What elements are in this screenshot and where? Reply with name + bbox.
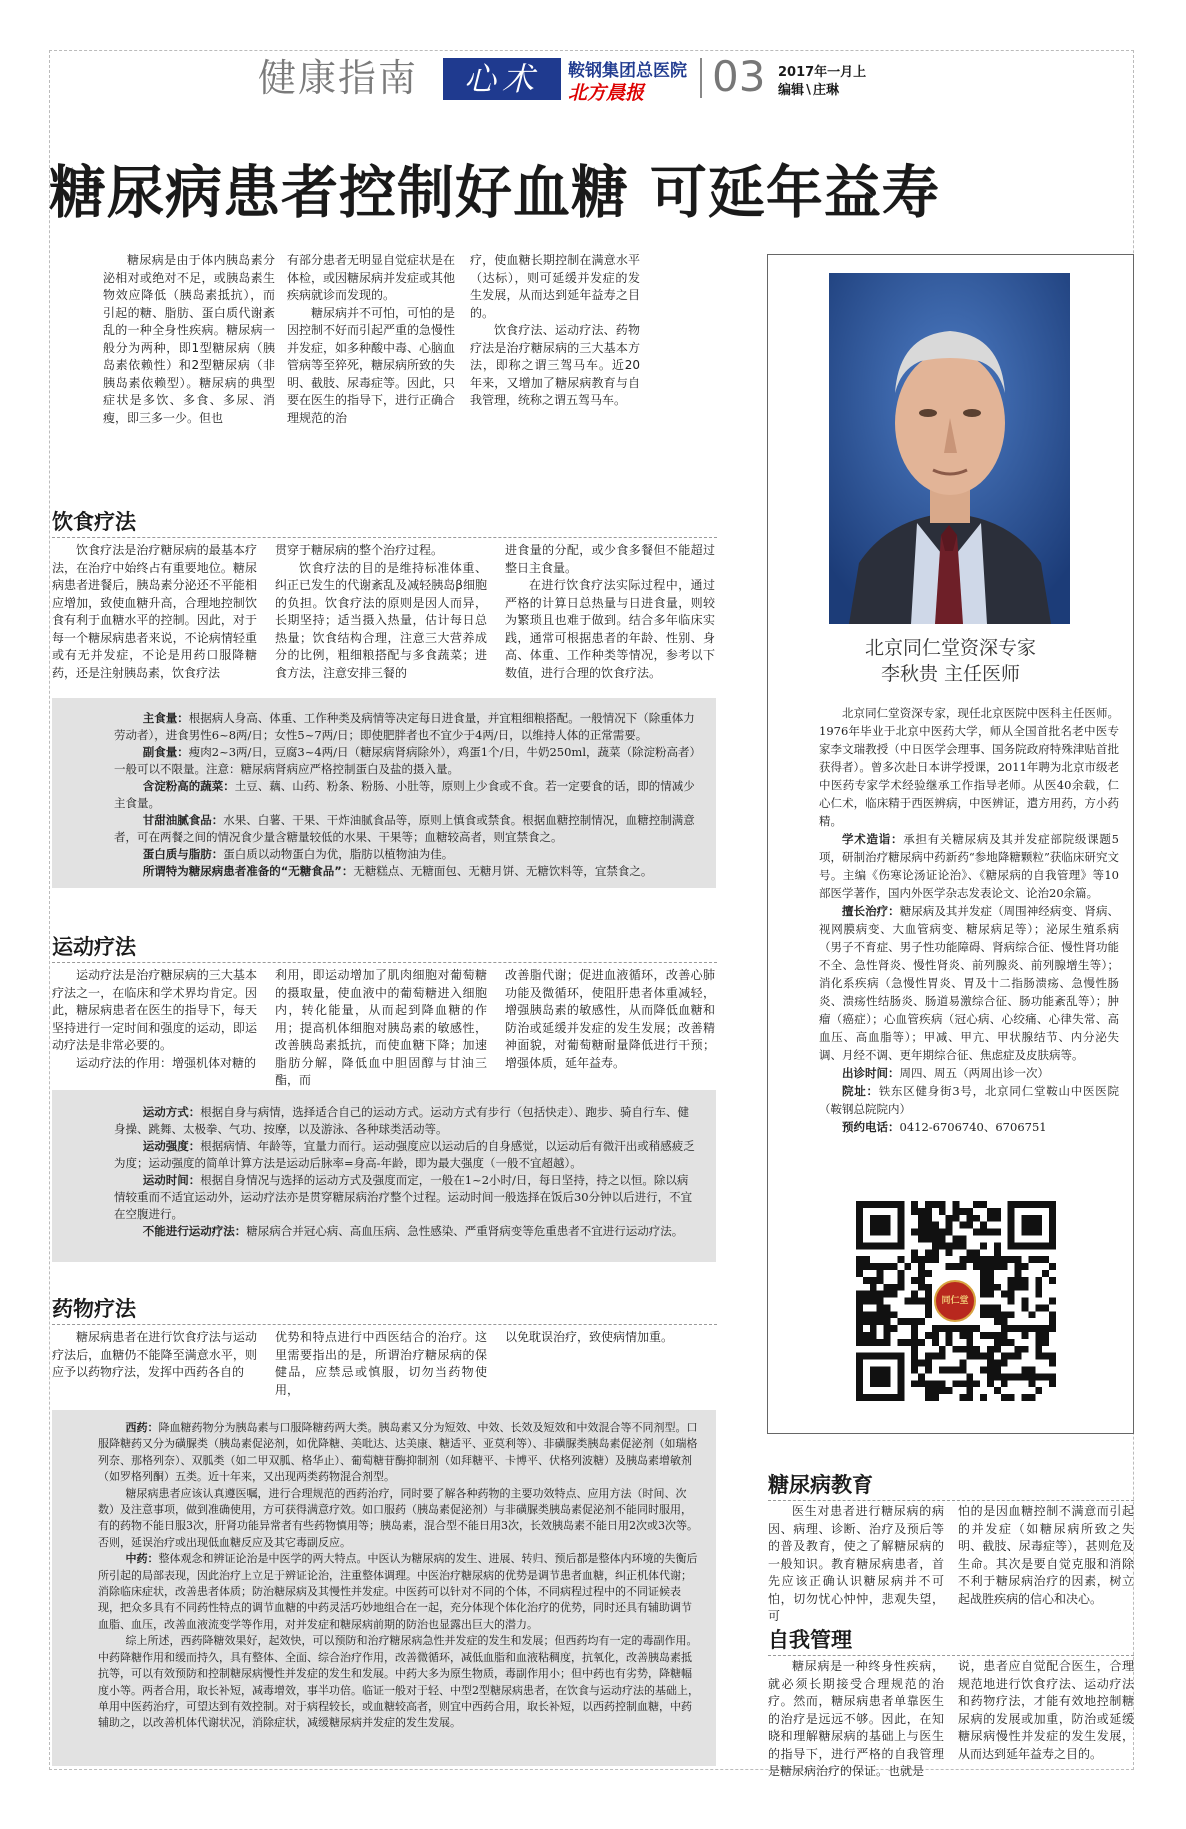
editor-credit: 编辑∖庄琳 [778, 83, 840, 98]
drug-paragraph: 以免耽误治疗，致使病情加重。 [505, 1330, 674, 1344]
headline: 糖尿病患者控制好血糖 可延年益寿 [49, 160, 940, 226]
guideline-item: 糖尿病患者应该认真遵医嘱，进行合理规范的西药治疗，同时要了解各种药物的主要功效特点、应用方法（时间、次数）及注意事项，做到准确使用，方可获得满意疗效。如口服药（胰岛素促泌剂）与非磺脲类胰岛素促泌剂不能同时服用，有的药物不能日服3次，肝肾功能异常者有些药物慎用等；胰岛素，混合型不能日用3次，长效胰岛素不能日用2次或3次等。否则，延误治疗或出现低血糖反应及其它毒副反应。 [98, 1486, 698, 1549]
self-management-paragraph: 糖尿病是一种终身性疾病，就必须长期接受合理规范的治疗。然而，糖尿病患者单靠医生的治疗是远远不够。因此，在知晓和理解糖尿病的基础上与医生的指导下，进行严格的自我管理是糖尿病治疗的保证。也就是 [768, 1659, 944, 1778]
drug-column-3 [505, 1329, 715, 1347]
bio-research: 学术造诣：承担有关糖尿病及其并发症部院级课题5项，研制治疗糖尿病中药新药“参地降糖颗粒”获临床研究文号。主编《伤寒论汤证论治》、《糖尿病的自我管理》等10部医学著作，国内外医学杂志发表论文、论治20余篇。 [819, 832, 1119, 900]
intro-paragraph: 饮食疗法、运动疗法、药物疗法是治疗糖尿病的三大基本方法，即称之谓三驾马车。近20年来，又增加了糖尿病教育与自我管理，统称之谓五驾马车。 [470, 323, 640, 407]
bio-paragraph: 北京同仁堂资深专家，现任北京医院中医科主任医师。1976年毕业于北京中医药大学，师从全国首批名老中医专家李文瑞教授（中日医学会理事、国务院政府特殊津贴首批获得者）。曾多次赴日本讲学授课，2011年聘为北京市级老中医药专家学术经验继承工作指导老师。从医40余载，仁心仁术，临床精于西医辨病，中医辨证，遣方用药，方小药精。 [819, 706, 1119, 828]
self-management-column-2 [958, 1658, 1134, 1763]
section-rule [768, 1500, 1134, 1501]
section-heading-self-management: 自我管理 [768, 1628, 852, 1652]
diet-paragraph: 进食量的分配，或少食多餐但不能超过整日主食量。 [505, 543, 715, 575]
page-number: 03 [712, 52, 766, 101]
drug-paragraph: 糖尿病患者在进行饮食疗法与运动疗法后，血糖仍不能降至满意水平，则应予以药物疗法，发挥中西药各自的 [52, 1330, 257, 1379]
exercise-paragraph: 运动疗法是治疗糖尿病的三大基本疗法之一，在临床和学术界均肯定。因此，糖尿病患者在医生的指导下，每天坚持进行一定时间和强度的运动，即运动疗法是非常必要的。 [52, 968, 257, 1052]
exercise-paragraph: 利用，即运动增加了肌肉细胞对葡萄糖的摄取量，使血液中的葡萄糖进入细胞内，转化能量，从而起到降血糖的作用；提高机体细胞对胰岛素的敏感性，改善胰岛素抵抗，而使血糖下降；加速脂肪分解，降低血中胆固醇与甘油三酯，而 [275, 968, 487, 1087]
diet-guideline-box [52, 698, 716, 888]
education-column-2 [958, 1503, 1134, 1608]
section-title: 健康指南 [258, 56, 419, 100]
drug-column-2 [275, 1329, 487, 1399]
sponsor-name: 鞍钢集团总医院 [568, 61, 687, 81]
education-column-1 [768, 1503, 944, 1626]
qr-center-seal: 同仁堂 [934, 1280, 976, 1322]
header-divider [700, 58, 702, 98]
intro-paragraph: 疗，使血糖长期控制在满意水平（达标），则可延缓并发症的发生发展，从而达到延年益寿之目的。 [470, 253, 640, 320]
newspaper-name: 北方晨报 [568, 82, 645, 104]
section-heading-diet: 饮食疗法 [52, 510, 136, 534]
guideline-item: 运动强度：根据病情、年龄等，宜量力而行。运动强度应以运动后的自身感觉，以运动后有微汗出或稍感疲乏为度；运动强度的简单计算方法是运动后脉率=身高-年龄，即为最大强度（一般不宜超越）。 [114, 1139, 695, 1170]
guideline-item: 主食量：根据病人身高、体重、工作种类及病情等决定每日进食量，并宜粗细粮搭配。一般情况下（除重体力劳动者），进食男性6~8两/日；女性5~7两/日；即使肥胖者也不宜少于4两/日，以维持人体的正常需要。 [114, 711, 695, 742]
guideline-item: 运动方式：根据自身与病情，选择适合自己的运动方式。运动方式有步行（包括快走）、跑步、骑自行车、健身操、跳舞、太极拳、气功、按摩，以及游泳、各种球类活动等。 [114, 1105, 689, 1136]
exercise-guideline-box [52, 1090, 716, 1262]
guideline-item: 中药：整体观念和辨证论治是中医学的两大特点。中医认为糖尿病的发生、进展、转归、预后都是整体内环境的失衡后所引起的局部表现，因此治疗上立足于辨证论治，注重整体调理。中医治疗糖尿病的优势是调节患者血糖，纠正机体代谢；消除临床症状，改善患者体质；防治糖尿病及其慢性并发症。中医药可以针对不同的个体，不同病程过程中的不同证候表现，把众多具有不同药性特点的调节血糖的中药灵活巧妙地组合在一起，充分体现个体化治疗的优势，同时还具有辅助调节血脂、血压，改善血液流变学等作用，对并发症和糖尿病前期的防治也显露出巨大的潜力。 [98, 1552, 698, 1631]
bio-specialty: 擅长治疗：糖尿病及其并发症（周围神经病变、肾病、视网膜病变、大血管病变、糖尿病足等）；泌尿生殖系病（男子不育症、男子性功能障碍、肾病综合征、慢性肾功能不全、急性肾炎、慢性肾炎、前列腺炎、前列腺增生等）；消化系疾病（急慢性胃炎、胃及十二指肠溃疡、急慢性肠炎、溃疡性结肠炎、肠道易激综合征、肠功能紊乱等）；肿瘤（癌症）；心血管疾病（冠心病、心绞痛、心律失常、高血压、高血脂等）；甲减、甲亢、甲状腺结节、内分泌失调、月经不调、更年期综合征、焦虑症及皮肤病等。 [819, 904, 1119, 1062]
drug-paragraph: 优势和特点进行中西医结合的治疗。这里需要指出的是，所谓治疗糖尿病的保健品，应禁忌或慎服，切勿当药物使用， [275, 1330, 487, 1397]
diet-column-2 [275, 542, 487, 682]
guideline-item: 综上所述，西药降糖效果好，起效快，可以预防和治疗糖尿病急性并发症的发生和发展；但西药均有一定的毒副作用。中药降糖作用和缓而持久，具有整体、全面、综合治疗作用，改善微循环，减低血脂和血液粘稠度，抗氧化，改善胰岛素抵抗等，可以有效预防和控制糖尿病慢性并发症的发生和发展。中药大多为原生物质，毒副作用小；但中药也有劣势，降糖幅度小等。两者合用，取长补短，减毒增效，事半功倍。临证一般对于轻、中型2型糖尿病患者，在饮食与运动疗法的基础上，单用中医药治疗，可望达到有效控制。对于病程较长，或血糖较高者，则宜中西药合用，取长补短，以西药控制血糖，中药辅助之，以改善机体代谢状况，消除症状，减缓糖尿病并发症的发生发展。 [98, 1634, 699, 1730]
section-heading-drug: 药物疗法 [52, 1297, 136, 1321]
section-heading-exercise: 运动疗法 [52, 935, 136, 959]
doctor-photo [829, 273, 1070, 624]
self-management-paragraph: 说，患者应自觉配合医生，合理规范地进行饮食疗法、运动疗法和药物疗法，才能有效地控制糖尿病的发展或加重，防治或延缓糖尿病慢性并发症的发生发展，从而达到延年益寿之目的。 [958, 1659, 1134, 1761]
exercise-column-1 [52, 967, 257, 1072]
guideline-item: 西药：降血糖药物分为胰岛素与口服降糖药两大类。胰岛素又分为短效、中效、长效及短效和中效混合等不同剂型。口服降糖药又分为磺脲类（胰岛素促泌剂，如优降糖、美吡达、达美康、糖适平、亚莫利等）、非磺脲类胰岛素促泌剂（如瑞格列奈、那格列奈）、双胍类（如二甲双胍、格华止）、葡萄糖苷酶抑制剂（如拜糖平、卡博平、伏格列波糖）及胰岛素增敏剂（如罗格列酮）五类。近十年来，又出现两类药物混合剂型。 [98, 1421, 698, 1484]
column-logo: 心术 [443, 58, 561, 100]
qr-code[interactable] [856, 1200, 1056, 1402]
drug-detail-box [52, 1410, 716, 1766]
doctor-bio [819, 704, 1119, 1136]
guideline-item: 所谓特为糖尿病患者准备的“无糖食品”：无糖糕点、无糖面包、无糖月饼、无糖饮料等，宜禁食之。 [142, 864, 653, 878]
section-rule [52, 962, 717, 963]
section-rule [768, 1655, 1134, 1656]
section-rule [52, 537, 717, 538]
section-rule [52, 1324, 717, 1325]
intro-column-3 [470, 252, 640, 410]
doctor-caption-name: 李秋贵 主任医师 [880, 663, 1021, 685]
diet-column-1 [52, 542, 257, 682]
exercise-paragraph: 运动疗法的作用：增强机体对糖的 [76, 1055, 257, 1070]
self-management-column-1 [768, 1658, 944, 1781]
guideline-item: 甘甜油腻食品：水果、白薯、干果、干炸油腻食品等，原则上慎食或禁食。根据血糖控制情况，血糖控制满意者，可在两餐之间的情况食少量含糖量较低的水果、干果等；血糖较高者，则宜禁食之。 [114, 813, 695, 844]
guideline-item: 不能进行运动疗法：糖尿病合并冠心病、高血压病、急性感染、严重肾病变等危重患者不宜进行运动疗法。 [142, 1224, 684, 1238]
exercise-column-2 [275, 967, 487, 1090]
guideline-item: 运动时间：根据自身情况与选择的运动方式及强度而定，一般在1~2小时/日，每日坚持，持之以恒。除以病情较重而不适宜运动外，运动疗法亦是贯穿糖尿病治疗整个过程。运动时间一般选择在饭后30分钟以后进行，不宜在空腹进行。 [114, 1173, 693, 1221]
appointment-phone: 预约电话：0412-6706740、6706751 [842, 1120, 1047, 1134]
clinic-address: 院址：铁东区健身街3号，北京同仁堂鞍山中医医院（鞍钢总院院内） [819, 1084, 1119, 1116]
section-heading-education: 糖尿病教育 [768, 1473, 873, 1497]
guideline-item: 副食量：瘦肉2~3两/日，豆腐3~4两/日（糖尿病肾病除外），鸡蛋1个/日，牛奶250ml，蔬菜（除淀粉高者）一般可以不限量。注意：糖尿病肾病应严格控制蛋白及盐的摄入量。 [114, 745, 696, 776]
intro-column-2 [287, 252, 455, 427]
intro-paragraph: 有部分患者无明显自觉症状是在体检，或因糖尿病并发症或其他疾病就诊而发现的。 [287, 253, 456, 302]
diet-column-3 [505, 542, 715, 682]
intro-paragraph: 糖尿病是由于体内胰岛素分泌相对或绝对不足，或胰岛素生物效应降低（胰岛素抵抗），而引起的糖、脂肪、蛋白质代谢紊乱的一种全身性疾病。糖尿病一般分为两种，即1型糖尿病（胰岛素依赖性）和2型糖尿病（非胰岛素依赖型）。糖尿病的典型症状是多饮、多食、多尿、消瘦，即三多一少。但也 [103, 253, 275, 425]
diet-paragraph: 饮食疗法的目的是维持标准体重、纠正已发生的代谢紊乱及减轻胰岛β细胞的负担。饮食疗法的原则是因人而异，长期坚持；适当摄入热量，估计每日总热量；饮食结构合理，注意三大营养成分的比例，粗细粮搭配与多食蔬菜；进食方法，注意安排三餐的 [275, 560, 487, 680]
diet-paragraph: 在进行饮食疗法实际过程中，通过严格的计算日总热量与日进食量，则较为繁琐且也难于做到。结合多年临床实践，通常可根据患者的年龄、性别、身高、体重、工作种类等情况，参考以下数值，进行合理的饮食疗法。 [505, 578, 715, 680]
intro-paragraph: 糖尿病并不可怕，可怕的是因控制不好而引起严重的急慢性并发症，如多种酸中毒、心脑血管病等至猝死，糖尿病所致的失明、截肢、尿毒症等。因此，只要在医生的指导下，进行正确合理规范的治 [287, 305, 456, 425]
exercise-paragraph: 改善脂代谢；促进血液循环，改善心肺功能及微循环，使阻肝患者体重减轻，增强胰岛素的敏感性，从而降低血糖和防治或延缓并发症的发生发展；改善精神面貌，对葡萄糖耐量降低进行干预；增强体质，延年益寿。 [505, 968, 715, 1070]
clinic-time: 出诊时间：周四、周五（两周出诊一次） [842, 1066, 1049, 1080]
guideline-item: 蛋白质与脂肪：蛋白质以动物蛋白为优，脂肪以植物油为佳。 [142, 847, 454, 861]
guideline-item: 含淀粉高的蔬菜：土豆、藕、山药、粉条、粉肠、小肚等，原则上少食或不食。若一定要食的话，即的情减少主食量。 [114, 779, 695, 810]
exercise-column-3 [505, 967, 715, 1072]
diet-paragraph: 饮食疗法是治疗糖尿病的最基本疗法，在治疗中始终占有重要地位。糖尿病患者进餐后，胰岛素分泌还不平能相应增加，致使血糖升高，合理地控制饮食有利于血糖水平的控制。因此，对于每一个糖尿病患者来说，不论病情轻重或有无并发症，不论是用药口服降糖药，还是注射胰岛素，饮食疗法 [52, 543, 257, 680]
education-paragraph: 怕的是因血糖控制不满意而引起的并发症（如糖尿病所致之失明、截肢、尿毒症等），甚则危及生命。其次是要自觉克服和消除不利于糖尿病治疗的因素，树立起战胜疾病的信心和决心。 [958, 1504, 1134, 1606]
drug-column-1 [52, 1329, 257, 1382]
education-paragraph: 医生对患者进行糖尿病的病因、病理、诊断、治疗及预后等的普及教育，使之了解糖尿病的一般知识。教育糖尿病患者，首先应该正确认识糖尿病并不可怕，切勿忧心忡忡，悲观失望，可 [768, 1504, 944, 1623]
diet-paragraph: 贯穿于糖尿病的整个治疗过程。 [275, 543, 444, 557]
doctor-caption-title: 北京同仁堂资深专家 [864, 637, 1036, 659]
intro-column-1 [103, 252, 275, 427]
doctor-portrait-icon [829, 273, 1070, 624]
issue-date: 2017年一月上 [778, 65, 867, 80]
